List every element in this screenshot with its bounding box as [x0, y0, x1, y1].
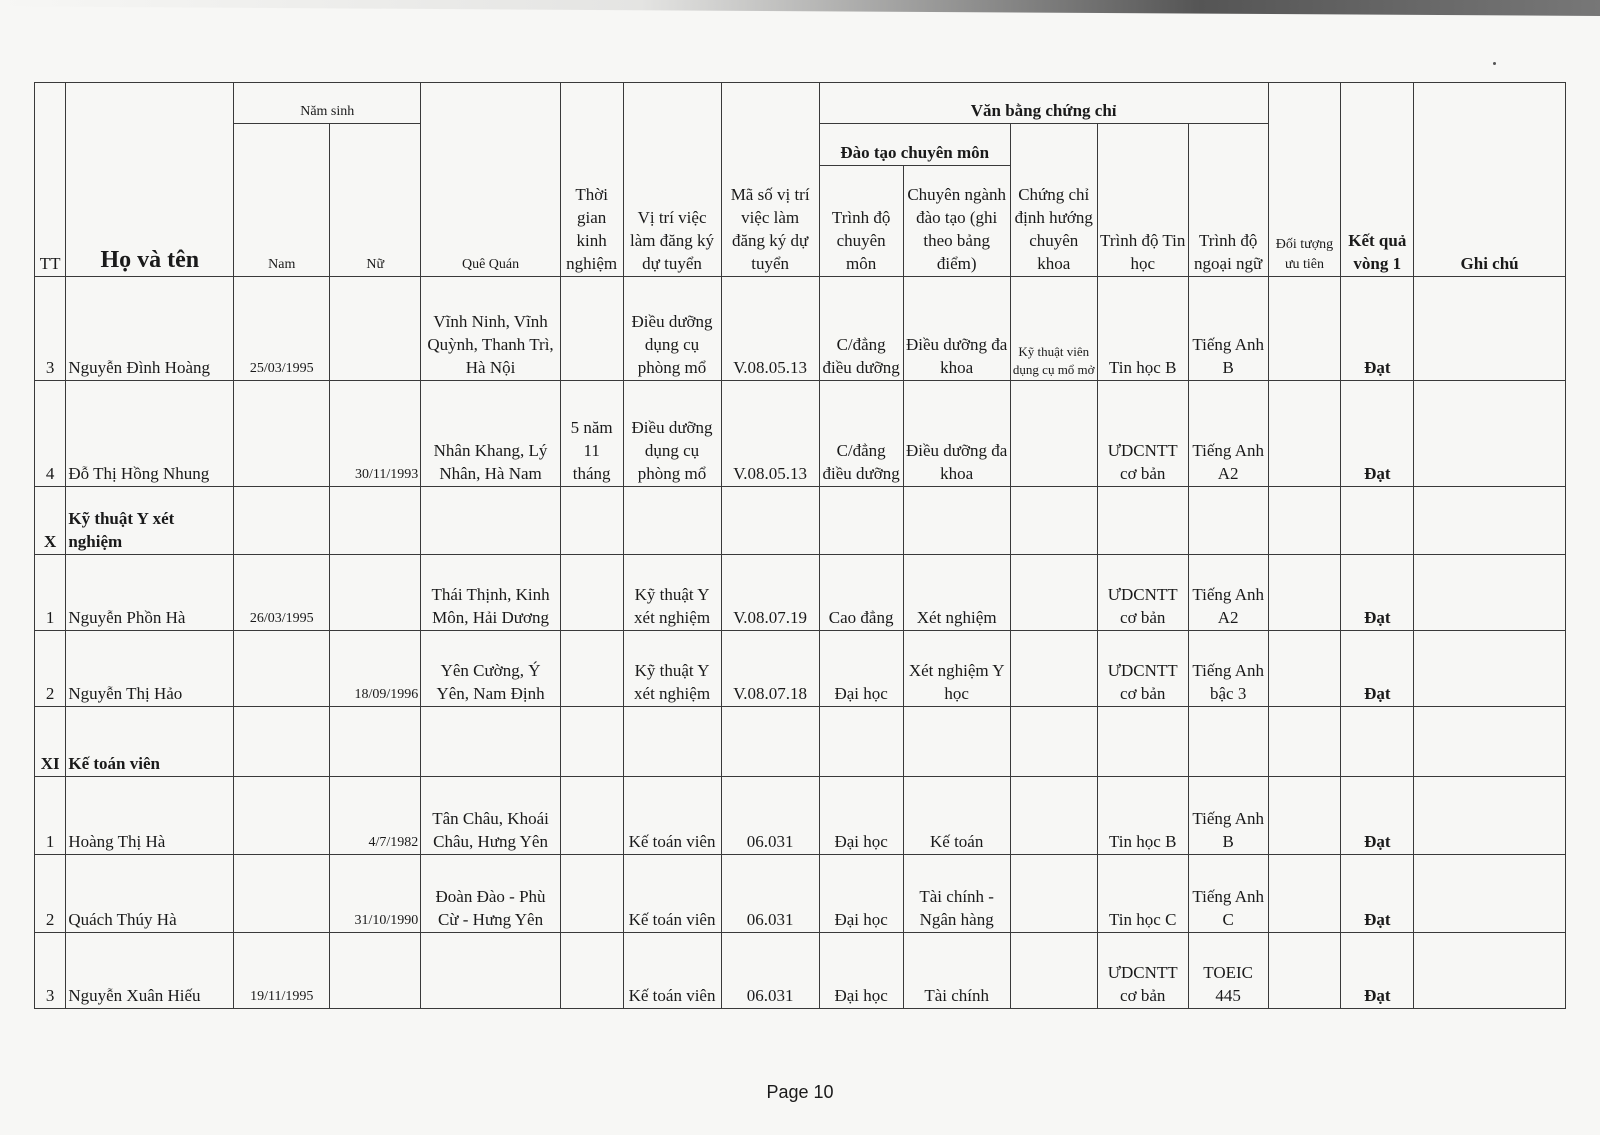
header-name: Họ và tên [66, 83, 234, 277]
section-empty-cell [1097, 487, 1188, 555]
section-empty-cell [1268, 707, 1341, 777]
cell-position: Kế toán viên [623, 855, 721, 933]
cell-tt: 1 [35, 555, 66, 631]
section-empty-cell [1097, 707, 1188, 777]
cell-position: Kế toán viên [623, 777, 721, 855]
header-certificates: Văn bằng chứng chỉ [819, 83, 1268, 124]
cell-specialty-cert [1010, 381, 1097, 487]
header-result: Kết quả vòng 1 [1341, 83, 1414, 277]
header-major: Chuyên ngành đào tạo (ghi theo bảng điểm) [903, 166, 1010, 277]
table-row [35, 277, 1566, 381]
cell-male-dob [234, 631, 330, 707]
header-tt: TT [35, 83, 66, 277]
cell-male-dob [234, 777, 330, 855]
cell-it-level: ƯDCNTT cơ bản [1097, 631, 1188, 707]
cell-result: Đạt [1341, 631, 1414, 707]
cell-major: Tài chính [903, 933, 1010, 1009]
cell-hometown: Đoàn Đào - Phù Cừ - Hưng Yên [421, 855, 561, 933]
cell-professional-level: Đại học [819, 631, 903, 707]
cell-male-dob [234, 381, 330, 487]
section-empty-cell [234, 487, 330, 555]
section-empty-cell [330, 487, 421, 555]
cell-result: Đạt [1341, 555, 1414, 631]
section-empty-cell [1341, 487, 1414, 555]
cell-name: Kỹ thuật Y xét nghiệm [66, 487, 234, 555]
table-header [35, 83, 1566, 277]
cell-it-level: Tin học B [1097, 777, 1188, 855]
cell-tt: X [35, 487, 66, 555]
cell-result: Đạt [1341, 855, 1414, 933]
section-empty-cell [330, 707, 421, 777]
table-row [35, 555, 1566, 631]
cell-hometown: Vĩnh Ninh, Vĩnh Quỳnh, Thanh Trì, Hà Nội [421, 277, 561, 381]
section-empty-cell [819, 707, 903, 777]
cell-language-level: Tiếng Anh A2 [1188, 555, 1268, 631]
cell-it-level: ƯDCNTT cơ bản [1097, 933, 1188, 1009]
cell-name: Nguyễn Đình Hoàng [66, 277, 234, 381]
cell-language-level: Tiếng Anh B [1188, 777, 1268, 855]
cell-priority [1268, 855, 1341, 933]
cell-professional-level: Đại học [819, 777, 903, 855]
cell-female-dob: 31/10/1990 [330, 855, 421, 933]
header-priority: Đối tượng ưu tiên [1268, 83, 1341, 277]
cell-specialty-cert [1010, 631, 1097, 707]
cell-priority [1268, 777, 1341, 855]
cell-position-code: V.08.07.19 [721, 555, 819, 631]
cell-notes [1414, 631, 1566, 707]
section-empty-cell [1188, 707, 1268, 777]
cell-position-code: V.08.05.13 [721, 381, 819, 487]
cell-it-level: Tin học B [1097, 277, 1188, 381]
table-body [35, 277, 1566, 1009]
cell-experience [560, 555, 623, 631]
candidate-table-sheet [34, 82, 1566, 1009]
cell-hometown: Nhân Khang, Lý Nhân, Hà Nam [421, 381, 561, 487]
cell-tt: XI [35, 707, 66, 777]
cell-professional-level: C/đẳng điều dưỡng [819, 381, 903, 487]
section-empty-cell [721, 707, 819, 777]
cell-female-dob [330, 933, 421, 1009]
section-empty-cell [560, 707, 623, 777]
cell-specialty-cert [1010, 855, 1097, 933]
cell-notes [1414, 555, 1566, 631]
cell-female-dob: 18/09/1996 [330, 631, 421, 707]
cell-experience [560, 631, 623, 707]
header-birth-year: Năm sinh [234, 83, 421, 124]
cell-priority [1268, 277, 1341, 381]
cell-priority [1268, 631, 1341, 707]
cell-major: Xét nghiệm Y học [903, 631, 1010, 707]
cell-specialty-cert [1010, 777, 1097, 855]
header-specialty-cert: Chứng chỉ định hướng chuyên khoa [1010, 124, 1097, 277]
cell-result: Đạt [1341, 933, 1414, 1009]
cell-tt: 2 [35, 631, 66, 707]
cell-result: Đạt [1341, 277, 1414, 381]
cell-tt: 3 [35, 933, 66, 1009]
table-row [35, 777, 1566, 855]
cell-experience: 5 năm 11 tháng [560, 381, 623, 487]
cell-female-dob: 30/11/1993 [330, 381, 421, 487]
header-male: Nam [234, 124, 330, 277]
cell-hometown: Tân Châu, Khoái Châu, Hưng Yên [421, 777, 561, 855]
cell-name: Quách Thúy Hà [66, 855, 234, 933]
cell-tt: 1 [35, 777, 66, 855]
cell-professional-level: C/đẳng điều dưỡng [819, 277, 903, 381]
cell-language-level: Tiếng Anh bậc 3 [1188, 631, 1268, 707]
section-empty-cell [1341, 707, 1414, 777]
section-empty-cell [1414, 707, 1566, 777]
cell-tt: 4 [35, 381, 66, 487]
cell-name: Nguyễn Thị Hảo [66, 631, 234, 707]
cell-major: Kế toán [903, 777, 1010, 855]
section-empty-cell [234, 707, 330, 777]
table-row [35, 855, 1566, 933]
cell-name: Đỗ Thị Hồng Nhung [66, 381, 234, 487]
cell-female-dob [330, 277, 421, 381]
cell-position: Điều dưỡng dụng cụ phòng mổ [623, 277, 721, 381]
cell-position: Kế toán viên [623, 933, 721, 1009]
cell-position-code: V.08.05.13 [721, 277, 819, 381]
cell-major: Xét nghiệm [903, 555, 1010, 631]
header-hometown: Quê Quán [421, 83, 561, 277]
cell-language-level: TOEIC 445 [1188, 933, 1268, 1009]
cell-specialty-cert: Kỹ thuật viên dụng cụ mổ mở [1010, 277, 1097, 381]
cell-position-code: V.08.07.18 [721, 631, 819, 707]
cell-professional-level: Đại học [819, 855, 903, 933]
header-notes: Ghi chú [1414, 83, 1566, 277]
cell-name: Hoàng Thị Hà [66, 777, 234, 855]
header-professional-level: Trình độ chuyên môn [819, 166, 903, 277]
section-empty-cell [623, 707, 721, 777]
cell-male-dob [234, 855, 330, 933]
cell-tt: 3 [35, 277, 66, 381]
header-experience: Thời gian kinh nghiệm [560, 83, 623, 277]
page-number: Page 10 [766, 1082, 834, 1102]
section-empty-cell [1414, 487, 1566, 555]
section-row [35, 487, 1566, 555]
header-training: Đào tạo chuyên môn [819, 124, 1010, 166]
section-empty-cell [421, 487, 561, 555]
cell-female-dob [330, 555, 421, 631]
section-row [35, 707, 1566, 777]
table-row [35, 933, 1566, 1009]
cell-professional-level: Cao đẳng [819, 555, 903, 631]
cell-position-code: 06.031 [721, 777, 819, 855]
cell-major: Tài chính - Ngân hàng [903, 855, 1010, 933]
cell-hometown: Yên Cường, Ý Yên, Nam Định [421, 631, 561, 707]
cell-position: Kỹ thuật Y xét nghiệm [623, 555, 721, 631]
cell-male-dob: 25/03/1995 [234, 277, 330, 381]
cell-notes [1414, 933, 1566, 1009]
header-position: Vị trí việc làm đăng ký dự tuyển [623, 83, 721, 277]
cell-professional-level: Đại học [819, 933, 903, 1009]
cell-hometown [421, 933, 561, 1009]
section-empty-cell [721, 487, 819, 555]
cell-name: Nguyễn Phồn Hà [66, 555, 234, 631]
cell-result: Đạt [1341, 381, 1414, 487]
cell-language-level: Tiếng Anh A2 [1188, 381, 1268, 487]
cell-priority [1268, 933, 1341, 1009]
scan-speck [1493, 62, 1496, 65]
cell-major: Điều dưỡng đa khoa [903, 277, 1010, 381]
scan-edge [0, 0, 1600, 16]
cell-language-level: Tiếng Anh B [1188, 277, 1268, 381]
cell-priority [1268, 381, 1341, 487]
cell-male-dob: 26/03/1995 [234, 555, 330, 631]
header-female: Nữ [330, 124, 421, 277]
cell-it-level: Tin học C [1097, 855, 1188, 933]
section-empty-cell [560, 487, 623, 555]
cell-notes [1414, 855, 1566, 933]
section-empty-cell [1188, 487, 1268, 555]
cell-position: Kỹ thuật Y xét nghiệm [623, 631, 721, 707]
cell-priority [1268, 555, 1341, 631]
section-empty-cell [421, 707, 561, 777]
header-it-level: Trình độ Tin học [1097, 124, 1188, 277]
cell-specialty-cert [1010, 933, 1097, 1009]
cell-position: Điều dưỡng dụng cụ phòng mổ [623, 381, 721, 487]
cell-female-dob: 4/7/1982 [330, 777, 421, 855]
cell-it-level: ƯDCNTT cơ bản [1097, 555, 1188, 631]
table-row [35, 631, 1566, 707]
section-empty-cell [903, 707, 1010, 777]
header-position-code: Mã số vị trí việc làm đăng ký dự tuyển [721, 83, 819, 277]
cell-experience [560, 777, 623, 855]
cell-tt: 2 [35, 855, 66, 933]
cell-experience [560, 277, 623, 381]
cell-specialty-cert [1010, 555, 1097, 631]
cell-notes [1414, 277, 1566, 381]
cell-name: Nguyễn Xuân Hiếu [66, 933, 234, 1009]
cell-major: Điều dưỡng đa khoa [903, 381, 1010, 487]
header-language-level: Trình độ ngoại ngữ [1188, 124, 1268, 277]
section-empty-cell [1010, 707, 1097, 777]
cell-result: Đạt [1341, 777, 1414, 855]
section-empty-cell [623, 487, 721, 555]
cell-male-dob: 19/11/1995 [234, 933, 330, 1009]
cell-it-level: ƯDCNTT cơ bản [1097, 381, 1188, 487]
cell-hometown: Thái Thịnh, Kinh Môn, Hải Dương [421, 555, 561, 631]
section-empty-cell [1010, 487, 1097, 555]
table-row [35, 381, 1566, 487]
cell-experience [560, 933, 623, 1009]
section-empty-cell [819, 487, 903, 555]
candidate-table [34, 82, 1566, 1009]
section-empty-cell [1268, 487, 1341, 555]
cell-notes [1414, 777, 1566, 855]
cell-language-level: Tiếng Anh C [1188, 855, 1268, 933]
cell-position-code: 06.031 [721, 855, 819, 933]
cell-position-code: 06.031 [721, 933, 819, 1009]
cell-name: Kế toán viên [66, 707, 234, 777]
cell-notes [1414, 381, 1566, 487]
section-empty-cell [903, 487, 1010, 555]
cell-experience [560, 855, 623, 933]
